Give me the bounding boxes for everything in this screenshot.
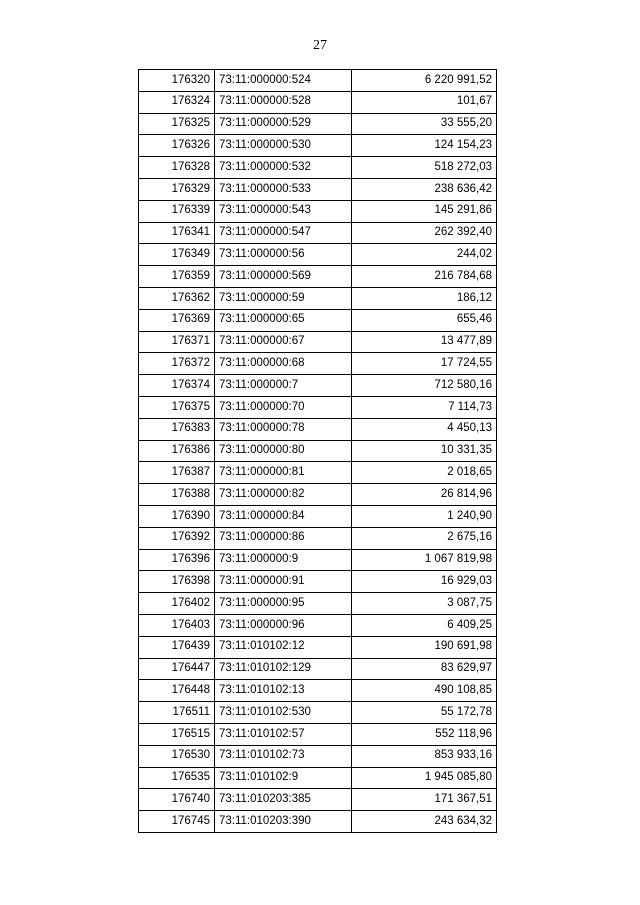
- table-row: [139, 70, 497, 92]
- row-id-cell: 176515: [139, 723, 215, 745]
- table-row: [139, 287, 497, 309]
- cadastral-number-cell: 73:11:000000:70: [215, 396, 352, 418]
- row-id-cell: 176362: [139, 287, 215, 309]
- cadastral-number-cell: 73:11:000000:67: [215, 331, 352, 353]
- cadastral-number-cell: 73:11:000000:95: [215, 593, 352, 615]
- cadastral-value-cell: 3 087,75: [352, 593, 497, 615]
- cadastral-number-cell: 73:11:000000:68: [215, 353, 352, 375]
- row-id-cell: 176396: [139, 549, 215, 571]
- cadastral-value-cell: 171 367,51: [352, 789, 497, 811]
- row-id-cell: 176447: [139, 658, 215, 680]
- table-row: [139, 178, 497, 200]
- row-id-cell: 176326: [139, 135, 215, 157]
- row-id-cell: 176325: [139, 113, 215, 135]
- row-id-cell: 176439: [139, 636, 215, 658]
- cadastral-value-cell: 13 477,89: [352, 331, 497, 353]
- cadastral-number-cell: 73:11:000000:547: [215, 222, 352, 244]
- cadastral-number-cell: 73:11:010102:73: [215, 745, 352, 767]
- row-id-cell: 176320: [139, 70, 215, 92]
- cadastral-number-cell: 73:11:000000:80: [215, 440, 352, 462]
- table-row: [139, 331, 497, 353]
- table-row: [139, 157, 497, 179]
- row-id-cell: 176341: [139, 222, 215, 244]
- cadastral-value-cell: 552 118,96: [352, 723, 497, 745]
- cadastral-number-cell: 73:11:000000:56: [215, 244, 352, 266]
- cadastral-value-cell: 17 724,55: [352, 353, 497, 375]
- cadastral-value-cell: 238 636,42: [352, 178, 497, 200]
- table-row: [139, 244, 497, 266]
- table-row: [139, 309, 497, 331]
- row-id-cell: 176388: [139, 484, 215, 506]
- cadastral-number-cell: 73:11:010102:12: [215, 636, 352, 658]
- cadastral-number-cell: 73:11:000000:569: [215, 266, 352, 288]
- cadastral-value-cell: 853 933,16: [352, 745, 497, 767]
- cadastral-number-cell: 73:11:010102:13: [215, 680, 352, 702]
- cadastral-number-cell: 73:11:000000:533: [215, 178, 352, 200]
- table-row: [139, 702, 497, 724]
- cadastral-value-cell: 2 018,65: [352, 462, 497, 484]
- table-row: [139, 353, 497, 375]
- table-row: [139, 484, 497, 506]
- cadastral-number-cell: 73:11:000000:530: [215, 135, 352, 157]
- cadastral-value-cell: 1 945 085,80: [352, 767, 497, 789]
- table-row: [139, 375, 497, 397]
- row-id-cell: 176398: [139, 571, 215, 593]
- cadastral-number-cell: 73:11:000000:78: [215, 418, 352, 440]
- table-row: [139, 571, 497, 593]
- row-id-cell: 176511: [139, 702, 215, 724]
- cadastral-number-cell: 73:11:000000:524: [215, 70, 352, 92]
- table-body: [139, 70, 497, 833]
- row-id-cell: 176745: [139, 811, 215, 833]
- cadastral-number-cell: 73:11:000000:532: [215, 157, 352, 179]
- table-row: [139, 266, 497, 288]
- row-id-cell: 176369: [139, 309, 215, 331]
- cadastral-number-cell: 73:11:010102:129: [215, 658, 352, 680]
- cadastral-value-cell: 26 814,96: [352, 484, 497, 506]
- cadastral-number-cell: 73:11:000000:91: [215, 571, 352, 593]
- cadastral-number-cell: 73:11:000000:7: [215, 375, 352, 397]
- row-id-cell: 176530: [139, 745, 215, 767]
- row-id-cell: 176359: [139, 266, 215, 288]
- cadastral-value-cell: 2 675,16: [352, 527, 497, 549]
- cadastral-number-cell: 73:11:010102:530: [215, 702, 352, 724]
- table-row: [139, 658, 497, 680]
- row-id-cell: 176386: [139, 440, 215, 462]
- row-id-cell: 176403: [139, 614, 215, 636]
- cadastral-value-cell: 216 784,68: [352, 266, 497, 288]
- row-id-cell: 176339: [139, 200, 215, 222]
- cadastral-value-cell: 4 450,13: [352, 418, 497, 440]
- table-row: [139, 680, 497, 702]
- row-id-cell: 176324: [139, 91, 215, 113]
- table-row: [139, 440, 497, 462]
- cadastral-value-cell: 83 629,97: [352, 658, 497, 680]
- cadastral-value-cell: 490 108,85: [352, 680, 497, 702]
- cadastral-value-table: [138, 69, 497, 833]
- cadastral-number-cell: 73:11:000000:65: [215, 309, 352, 331]
- row-id-cell: 176535: [139, 767, 215, 789]
- cadastral-value-cell: 1 240,90: [352, 505, 497, 527]
- table-row: [139, 527, 497, 549]
- cadastral-number-cell: 73:11:000000:81: [215, 462, 352, 484]
- row-id-cell: 176372: [139, 353, 215, 375]
- cadastral-value-cell: 6 409,25: [352, 614, 497, 636]
- row-id-cell: 176375: [139, 396, 215, 418]
- row-id-cell: 176392: [139, 527, 215, 549]
- table-row: [139, 396, 497, 418]
- cadastral-number-cell: 73:11:000000:96: [215, 614, 352, 636]
- row-id-cell: 176328: [139, 157, 215, 179]
- cadastral-number-cell: 73:11:000000:529: [215, 113, 352, 135]
- cadastral-value-cell: 33 555,20: [352, 113, 497, 135]
- cadastral-value-cell: 655,46: [352, 309, 497, 331]
- table-row: [139, 91, 497, 113]
- cadastral-value-cell: 16 929,03: [352, 571, 497, 593]
- row-id-cell: 176387: [139, 462, 215, 484]
- table-row: [139, 462, 497, 484]
- cadastral-value-cell: 518 272,03: [352, 157, 497, 179]
- cadastral-number-cell: 73:11:000000:59: [215, 287, 352, 309]
- cadastral-number-cell: 73:11:000000:9: [215, 549, 352, 571]
- row-id-cell: 176402: [139, 593, 215, 615]
- cadastral-value-cell: 101,67: [352, 91, 497, 113]
- cadastral-number-cell: 73:11:000000:543: [215, 200, 352, 222]
- table-row: [139, 200, 497, 222]
- cadastral-number-cell: 73:11:000000:86: [215, 527, 352, 549]
- table-row: [139, 767, 497, 789]
- cadastral-value-cell: 7 114,73: [352, 396, 497, 418]
- cadastral-value-cell: 55 172,78: [352, 702, 497, 724]
- cadastral-number-cell: 73:11:010102:9: [215, 767, 352, 789]
- table-row: [139, 418, 497, 440]
- page-number: 27: [313, 38, 327, 53]
- cadastral-number-cell: 73:11:000000:528: [215, 91, 352, 113]
- cadastral-value-cell: 244,02: [352, 244, 497, 266]
- cadastral-value-cell: 1 067 819,98: [352, 549, 497, 571]
- table-row: [139, 505, 497, 527]
- cadastral-number-cell: 73:11:010203:385: [215, 789, 352, 811]
- table-row: [139, 723, 497, 745]
- table-row: [139, 636, 497, 658]
- row-id-cell: 176371: [139, 331, 215, 353]
- table-row: [139, 789, 497, 811]
- table-row: [139, 811, 497, 833]
- table-row: [139, 593, 497, 615]
- row-id-cell: 176390: [139, 505, 215, 527]
- cadastral-value-cell: 243 634,32: [352, 811, 497, 833]
- table-row: [139, 549, 497, 571]
- row-id-cell: 176349: [139, 244, 215, 266]
- row-id-cell: 176740: [139, 789, 215, 811]
- row-id-cell: 176448: [139, 680, 215, 702]
- cadastral-value-cell: 6 220 991,52: [352, 70, 497, 92]
- table-row: [139, 222, 497, 244]
- table-row: [139, 135, 497, 157]
- cadastral-value-cell: 712 580,16: [352, 375, 497, 397]
- cadastral-number-cell: 73:11:010102:57: [215, 723, 352, 745]
- table-row: [139, 113, 497, 135]
- table-row: [139, 745, 497, 767]
- row-id-cell: 176374: [139, 375, 215, 397]
- row-id-cell: 176329: [139, 178, 215, 200]
- cadastral-number-cell: 73:11:000000:82: [215, 484, 352, 506]
- cadastral-value-cell: 190 691,98: [352, 636, 497, 658]
- cadastral-value-cell: 124 154,23: [352, 135, 497, 157]
- cadastral-value-cell: 145 291,86: [352, 200, 497, 222]
- cadastral-number-cell: 73:11:010203:390: [215, 811, 352, 833]
- cadastral-value-cell: 262 392,40: [352, 222, 497, 244]
- cadastral-value-cell: 186,12: [352, 287, 497, 309]
- cadastral-number-cell: 73:11:000000:84: [215, 505, 352, 527]
- cadastral-value-cell: 10 331,35: [352, 440, 497, 462]
- table-row: [139, 614, 497, 636]
- row-id-cell: 176383: [139, 418, 215, 440]
